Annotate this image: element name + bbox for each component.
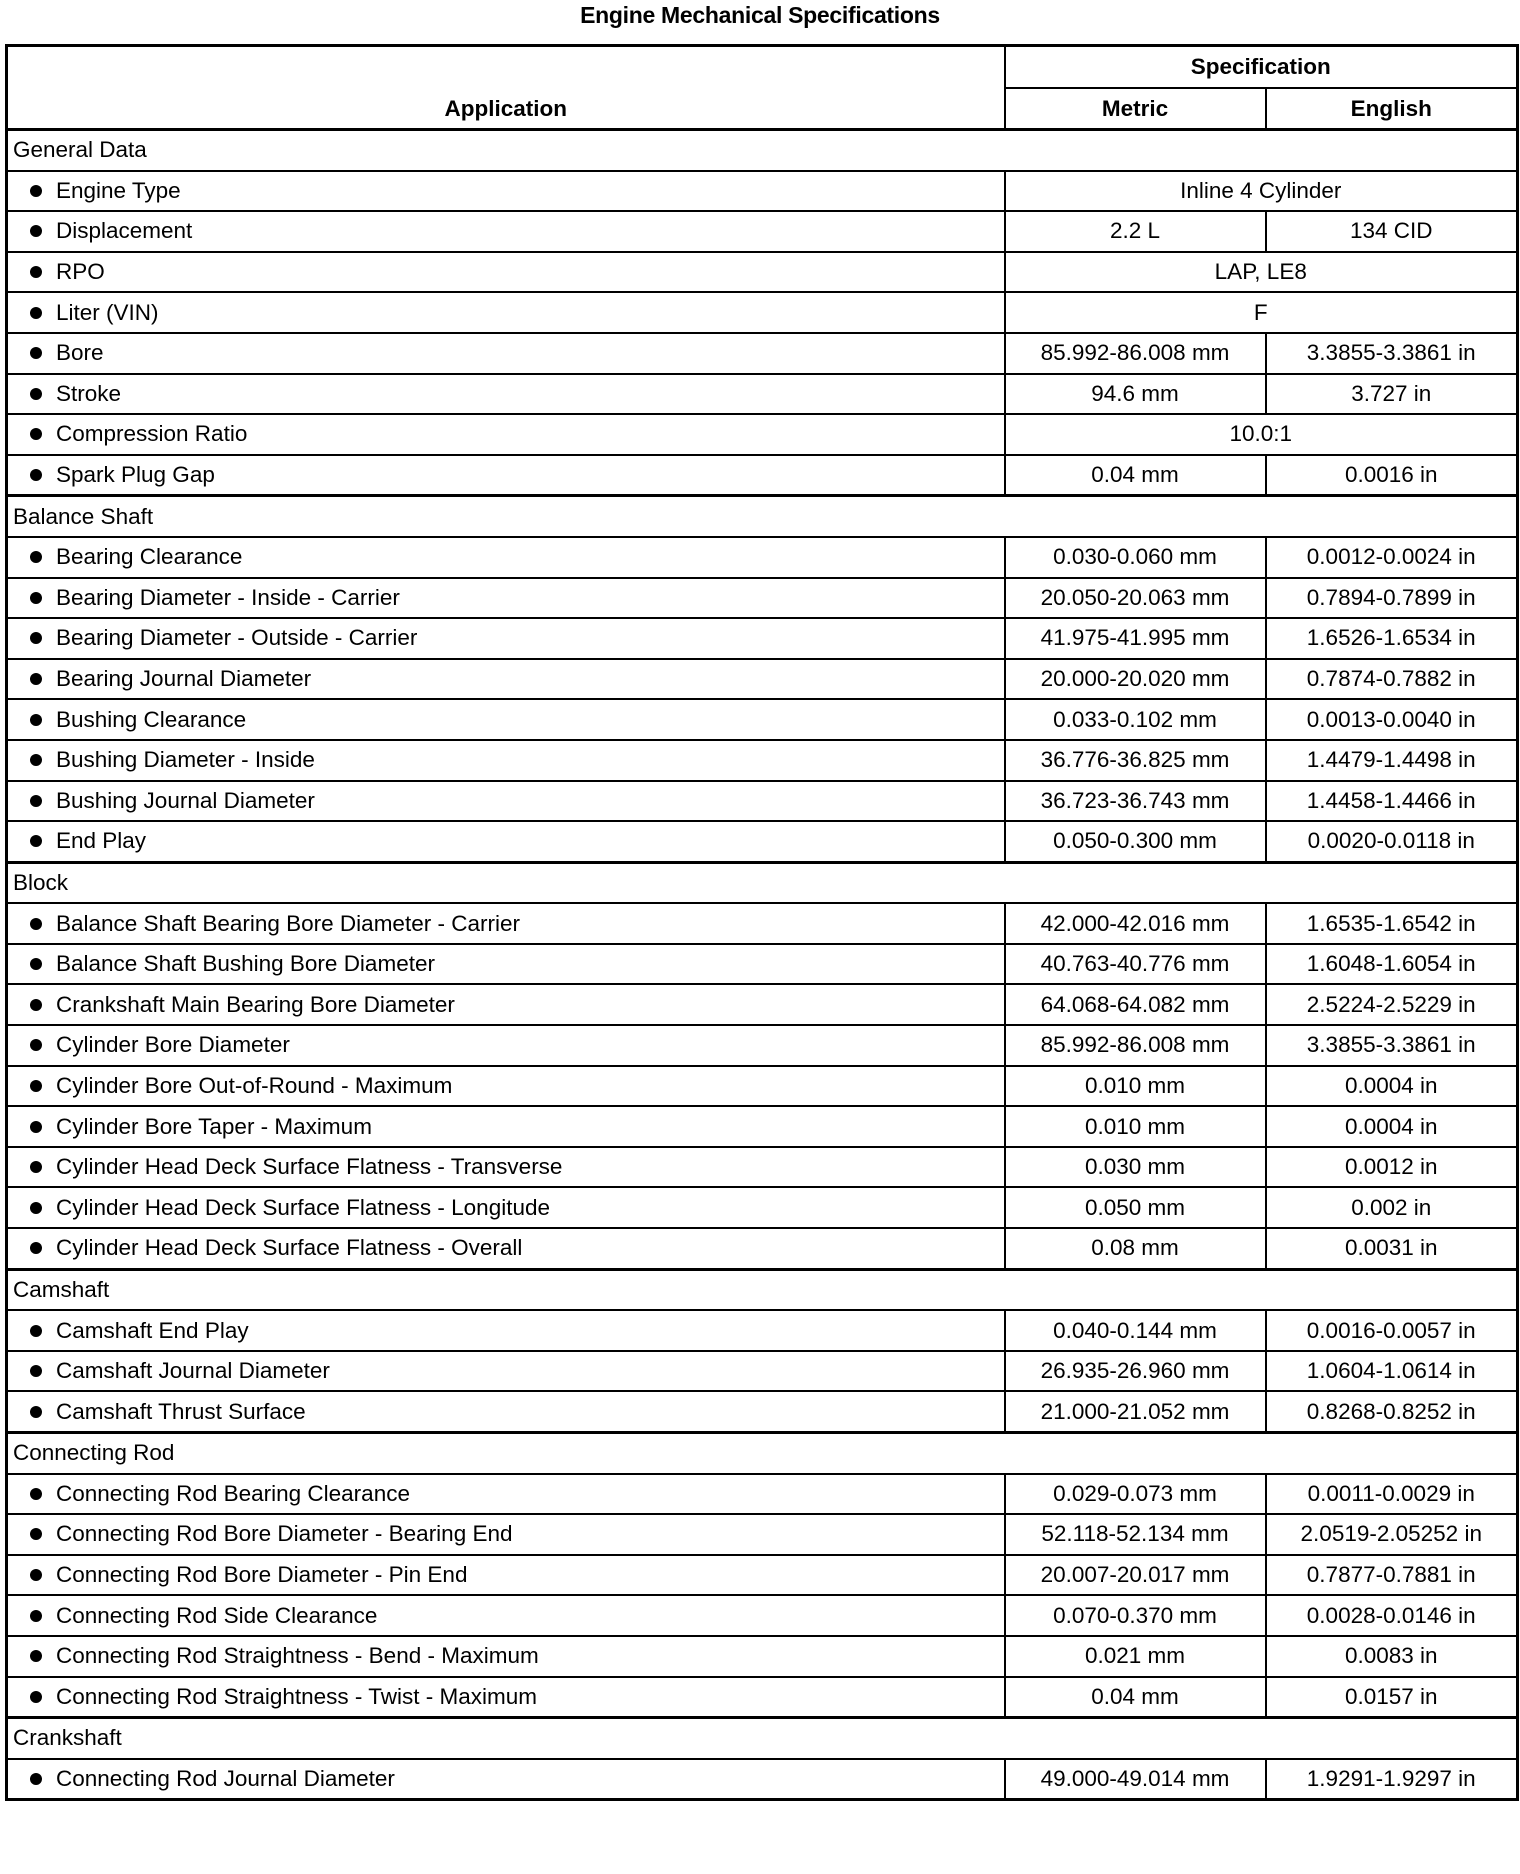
application-cell	[7, 1025, 1005, 1066]
bullet-icon	[30, 1406, 42, 1418]
metric-value: 0.040-0.144 mm	[1005, 1310, 1266, 1351]
application-cell	[7, 1228, 1005, 1269]
application-cell	[7, 740, 1005, 781]
bullet-icon	[30, 754, 42, 766]
table-row	[7, 1514, 1518, 1555]
metric-value: 2.2 L	[1005, 211, 1266, 252]
bullet-icon	[30, 1365, 42, 1377]
metric-value: 26.935-26.960 mm	[1005, 1351, 1266, 1392]
english-value: 0.0016 in	[1266, 455, 1518, 496]
application-label: Balance Shaft Bearing Bore Diameter - Carrier	[56, 910, 520, 936]
bullet-icon	[30, 1161, 42, 1173]
section-title: Crankshaft	[7, 1718, 1518, 1759]
application-cell	[7, 781, 1005, 822]
application-cell	[7, 659, 1005, 700]
english-value: 0.7874-0.7882 in	[1266, 659, 1518, 700]
bullet-icon	[30, 185, 42, 197]
application-cell	[7, 455, 1005, 496]
metric-value: 21.000-21.052 mm	[1005, 1391, 1266, 1432]
metric-value: 0.04 mm	[1005, 455, 1266, 496]
application-label: Cylinder Bore Diameter	[56, 1032, 290, 1058]
application-label: Bushing Diameter - Inside	[56, 747, 315, 773]
application-cell	[7, 252, 1005, 293]
table-row	[7, 1147, 1518, 1188]
bullet-icon	[30, 795, 42, 807]
application-label: Bushing Clearance	[56, 706, 247, 732]
bullet-icon	[30, 1121, 42, 1133]
application-label: Engine Type	[56, 177, 181, 203]
bullet-icon	[30, 428, 42, 440]
header-row	[7, 46, 1518, 89]
english-value: 0.0012-0.0024 in	[1266, 537, 1518, 578]
application-label: Camshaft Thrust Surface	[56, 1398, 306, 1424]
metric-value: 52.118-52.134 mm	[1005, 1514, 1266, 1555]
table-row	[7, 171, 1518, 212]
section-title: Connecting Rod	[7, 1433, 1518, 1474]
application-label: Connecting Rod Straightness - Bend - Maximum	[56, 1643, 539, 1669]
section-row	[7, 1718, 1518, 1759]
table-row	[7, 781, 1518, 822]
english-value: 1.4479-1.4498 in	[1266, 740, 1518, 781]
section-row	[7, 130, 1518, 171]
application-label: Bearing Clearance	[56, 544, 243, 570]
table-row	[7, 903, 1518, 944]
page-title: Engine Mechanical Specifications	[580, 2, 940, 28]
english-value: 3.727 in	[1266, 374, 1518, 415]
application-cell	[7, 1106, 1005, 1147]
bullet-icon	[30, 592, 42, 604]
bullet-icon	[30, 1325, 42, 1337]
application-label: Balance Shaft Bushing Bore Diameter	[56, 951, 435, 977]
table-row	[7, 414, 1518, 455]
application-label: Liter (VIN)	[56, 299, 159, 325]
bullet-icon	[30, 1569, 42, 1581]
application-cell	[7, 292, 1005, 333]
table-row	[7, 252, 1518, 293]
english-value: 0.0031 in	[1266, 1228, 1518, 1269]
english-value: 0.0157 in	[1266, 1677, 1518, 1718]
metric-value: 0.030-0.060 mm	[1005, 537, 1266, 578]
application-label: Cylinder Head Deck Surface Flatness - Overall	[56, 1235, 523, 1261]
metric-value: 64.068-64.082 mm	[1005, 984, 1266, 1025]
english-value: 134 CID	[1266, 211, 1518, 252]
application-label: Spark Plug Gap	[56, 462, 215, 488]
application-cell	[7, 1555, 1005, 1596]
table-row	[7, 1106, 1518, 1147]
table-row	[7, 1187, 1518, 1228]
english-value: 0.002 in	[1266, 1187, 1518, 1228]
metric-value: 0.010 mm	[1005, 1106, 1266, 1147]
table-row	[7, 1351, 1518, 1392]
table-row	[7, 1066, 1518, 1107]
application-cell	[7, 333, 1005, 374]
header-application: Application	[7, 46, 1005, 130]
application-label: RPO	[56, 259, 105, 285]
application-cell	[7, 1759, 1005, 1800]
english-value: 0.0011-0.0029 in	[1266, 1474, 1518, 1515]
metric-value: 0.070-0.370 mm	[1005, 1595, 1266, 1636]
english-value: 0.0020-0.0118 in	[1266, 821, 1518, 862]
spec-value: LAP, LE8	[1005, 252, 1518, 293]
application-label: Cylinder Head Deck Surface Flatness - Transverse	[56, 1154, 563, 1180]
section-title: General Data	[7, 130, 1518, 171]
metric-value: 20.007-20.017 mm	[1005, 1555, 1266, 1596]
metric-value: 36.723-36.743 mm	[1005, 781, 1266, 822]
table-row	[7, 1228, 1518, 1269]
metric-value: 0.04 mm	[1005, 1677, 1266, 1718]
english-value: 0.7894-0.7899 in	[1266, 578, 1518, 619]
english-value: 0.0013-0.0040 in	[1266, 699, 1518, 740]
table-row	[7, 578, 1518, 619]
english-value: 0.0004 in	[1266, 1066, 1518, 1107]
section-row	[7, 496, 1518, 537]
english-value: 3.3855-3.3861 in	[1266, 333, 1518, 374]
application-label: Connecting Rod Straightness - Twist - Maximum	[56, 1683, 538, 1709]
application-cell	[7, 537, 1005, 578]
metric-value: 0.050 mm	[1005, 1187, 1266, 1228]
application-cell	[7, 1187, 1005, 1228]
english-value: 3.3855-3.3861 in	[1266, 1025, 1518, 1066]
application-cell	[7, 1310, 1005, 1351]
bullet-icon	[30, 1773, 42, 1785]
application-label: Bushing Journal Diameter	[56, 787, 315, 813]
application-cell	[7, 1066, 1005, 1107]
application-label: Cylinder Bore Out-of-Round - Maximum	[56, 1072, 453, 1098]
bullet-icon	[30, 1691, 42, 1703]
application-cell	[7, 374, 1005, 415]
english-value: 1.6526-1.6534 in	[1266, 618, 1518, 659]
application-label: Cylinder Bore Taper - Maximum	[56, 1113, 372, 1139]
bullet-icon	[30, 958, 42, 970]
english-value: 0.0004 in	[1266, 1106, 1518, 1147]
table-row	[7, 618, 1518, 659]
spec-value: 10.0:1	[1005, 414, 1518, 455]
table-row	[7, 537, 1518, 578]
application-cell	[7, 821, 1005, 862]
english-value: 0.0083 in	[1266, 1636, 1518, 1677]
bullet-icon	[30, 1242, 42, 1254]
metric-value: 20.050-20.063 mm	[1005, 578, 1266, 619]
metric-value: 0.050-0.300 mm	[1005, 821, 1266, 862]
bullet-icon	[30, 388, 42, 400]
metric-value: 0.021 mm	[1005, 1636, 1266, 1677]
table-row	[7, 1677, 1518, 1718]
bullet-icon	[30, 1080, 42, 1092]
table-row	[7, 944, 1518, 985]
metric-value: 0.029-0.073 mm	[1005, 1474, 1266, 1515]
bullet-icon	[30, 632, 42, 644]
spec-value: F	[1005, 292, 1518, 333]
bullet-icon	[30, 225, 42, 237]
bullet-icon	[30, 1528, 42, 1540]
spec-table-body	[7, 130, 1518, 1800]
table-row	[7, 821, 1518, 862]
application-label: End Play	[56, 828, 147, 854]
application-cell	[7, 414, 1005, 455]
metric-value: 94.6 mm	[1005, 374, 1266, 415]
section-row	[7, 1269, 1518, 1310]
application-label: Connecting Rod Journal Diameter	[56, 1766, 395, 1792]
table-row	[7, 699, 1518, 740]
section-row	[7, 862, 1518, 903]
application-cell	[7, 1677, 1005, 1718]
table-row	[7, 1555, 1518, 1596]
metric-value: 20.000-20.020 mm	[1005, 659, 1266, 700]
application-label: Bearing Diameter - Outside - Carrier	[56, 625, 418, 651]
application-label: Connecting Rod Side Clearance	[56, 1602, 378, 1628]
spec-table	[5, 44, 1519, 1801]
english-value: 0.0012 in	[1266, 1147, 1518, 1188]
bullet-icon	[30, 307, 42, 319]
application-cell	[7, 1474, 1005, 1515]
table-row	[7, 455, 1518, 496]
application-label: Camshaft Journal Diameter	[56, 1358, 330, 1384]
metric-value: 85.992-86.008 mm	[1005, 1025, 1266, 1066]
metric-value: 0.033-0.102 mm	[1005, 699, 1266, 740]
bullet-icon	[30, 1610, 42, 1622]
bullet-icon	[30, 1488, 42, 1500]
table-row	[7, 1391, 1518, 1432]
english-value: 0.0028-0.0146 in	[1266, 1595, 1518, 1636]
bullet-icon	[30, 1039, 42, 1051]
table-row	[7, 659, 1518, 700]
table-row	[7, 211, 1518, 252]
application-cell	[7, 578, 1005, 619]
application-label: Displacement	[56, 218, 193, 244]
metric-value: 85.992-86.008 mm	[1005, 333, 1266, 374]
english-value: 1.9291-1.9297 in	[1266, 1759, 1518, 1800]
bullet-icon	[30, 835, 42, 847]
bullet-icon	[30, 266, 42, 278]
application-cell	[7, 1636, 1005, 1677]
application-cell	[7, 903, 1005, 944]
application-cell	[7, 171, 1005, 212]
table-row	[7, 292, 1518, 333]
application-label: Connecting Rod Bore Diameter - Pin End	[56, 1562, 468, 1588]
table-row	[7, 740, 1518, 781]
english-value: 1.0604-1.0614 in	[1266, 1351, 1518, 1392]
application-cell	[7, 1514, 1005, 1555]
application-cell	[7, 984, 1005, 1025]
bullet-icon	[30, 551, 42, 563]
application-label: Crankshaft Main Bearing Bore Diameter	[56, 991, 455, 1017]
english-value: 0.8268-0.8252 in	[1266, 1391, 1518, 1432]
application-cell	[7, 1351, 1005, 1392]
bullet-icon	[30, 469, 42, 481]
table-row	[7, 1595, 1518, 1636]
section-title: Balance Shaft	[7, 496, 1518, 537]
application-cell	[7, 1595, 1005, 1636]
application-cell	[7, 1391, 1005, 1432]
metric-value: 41.975-41.995 mm	[1005, 618, 1266, 659]
bullet-icon	[30, 918, 42, 930]
metric-value: 40.763-40.776 mm	[1005, 944, 1266, 985]
table-row	[7, 374, 1518, 415]
english-value: 1.4458-1.4466 in	[1266, 781, 1518, 822]
metric-value: 0.010 mm	[1005, 1066, 1266, 1107]
table-row	[7, 1310, 1518, 1351]
section-row	[7, 1433, 1518, 1474]
english-value: 0.0016-0.0057 in	[1266, 1310, 1518, 1351]
application-cell	[7, 944, 1005, 985]
metric-value: 36.776-36.825 mm	[1005, 740, 1266, 781]
metric-value: 0.030 mm	[1005, 1147, 1266, 1188]
table-row	[7, 1025, 1518, 1066]
application-cell	[7, 699, 1005, 740]
section-title: Block	[7, 862, 1518, 903]
table-row	[7, 333, 1518, 374]
english-value: 0.7877-0.7881 in	[1266, 1555, 1518, 1596]
section-title: Camshaft	[7, 1269, 1518, 1310]
bullet-icon	[30, 1650, 42, 1662]
application-label: Bore	[56, 340, 104, 366]
header-metric: Metric	[1005, 88, 1266, 130]
spec-value: Inline 4 Cylinder	[1005, 171, 1518, 212]
table-row	[7, 1759, 1518, 1800]
metric-value: 42.000-42.016 mm	[1005, 903, 1266, 944]
application-cell	[7, 618, 1005, 659]
application-label: Bearing Journal Diameter	[56, 666, 312, 692]
application-label: Cylinder Head Deck Surface Flatness - Longitude	[56, 1194, 551, 1220]
english-value: 1.6048-1.6054 in	[1266, 944, 1518, 985]
application-label: Connecting Rod Bearing Clearance	[56, 1480, 410, 1506]
metric-value: 0.08 mm	[1005, 1228, 1266, 1269]
bullet-icon	[30, 673, 42, 685]
application-cell	[7, 1147, 1005, 1188]
english-value: 2.5224-2.5229 in	[1266, 984, 1518, 1025]
english-value: 1.6535-1.6542 in	[1266, 903, 1518, 944]
bullet-icon	[30, 347, 42, 359]
bullet-icon	[30, 1202, 42, 1214]
metric-value: 49.000-49.014 mm	[1005, 1759, 1266, 1800]
application-label: Compression Ratio	[56, 421, 248, 447]
application-cell	[7, 211, 1005, 252]
table-row	[7, 1474, 1518, 1515]
application-label: Connecting Rod Bore Diameter - Bearing End	[56, 1521, 513, 1547]
table-row	[7, 984, 1518, 1025]
english-value: 2.0519-2.05252 in	[1266, 1514, 1518, 1555]
bullet-icon	[30, 714, 42, 726]
application-label: Bearing Diameter - Inside - Carrier	[56, 584, 400, 610]
table-row	[7, 1636, 1518, 1677]
header-specification: Specification	[1005, 46, 1518, 89]
header-english: English	[1266, 88, 1518, 130]
application-label: Camshaft End Play	[56, 1317, 249, 1343]
bullet-icon	[30, 999, 42, 1011]
application-label: Stroke	[56, 380, 122, 406]
